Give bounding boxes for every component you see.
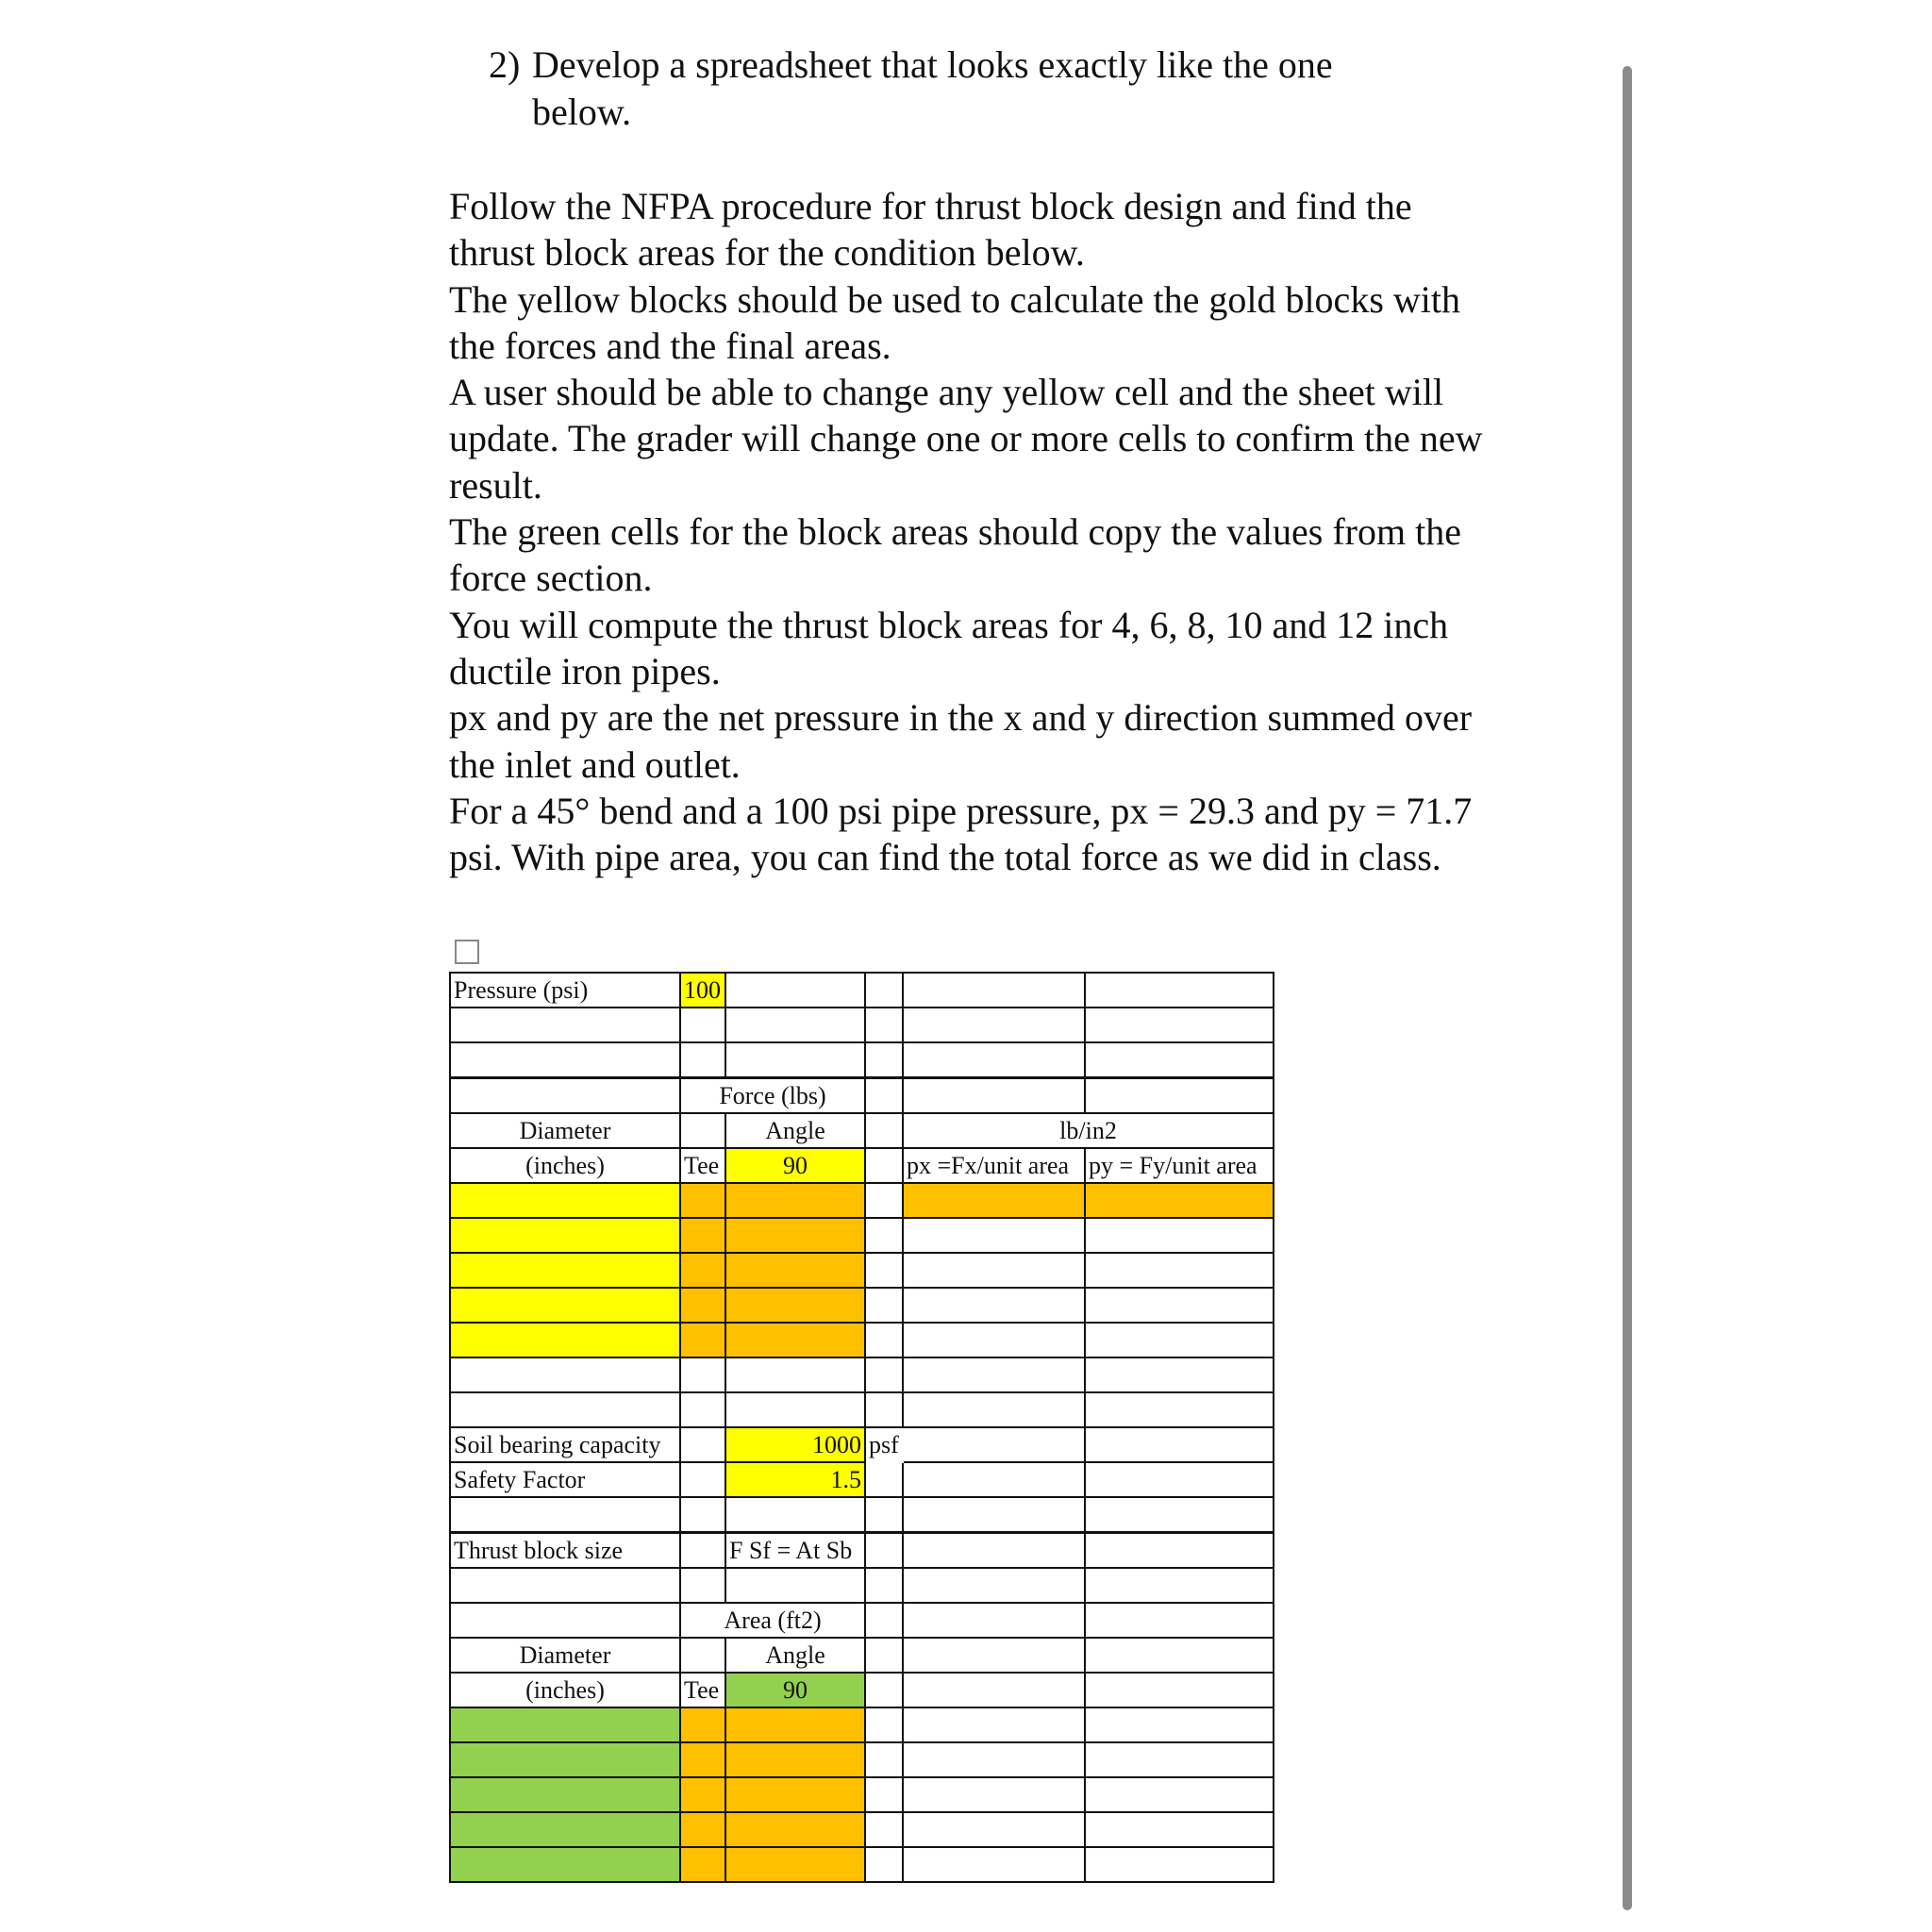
- tee-label: Tee: [680, 1148, 725, 1183]
- cell[interactable]: [1085, 1427, 1274, 1462]
- cell[interactable]: [725, 1497, 865, 1533]
- table-row: [450, 1357, 1274, 1392]
- area-tee-cell[interactable]: [680, 1742, 725, 1777]
- table-row: [450, 1392, 1274, 1427]
- inches-label: (inches): [450, 1148, 680, 1183]
- cell[interactable]: [680, 1533, 725, 1569]
- soil-label: Soil bearing capacity: [450, 1427, 680, 1462]
- cell[interactable]: [680, 1427, 725, 1462]
- force-tee-cell[interactable]: [680, 1218, 725, 1253]
- angle-label: Angle: [725, 1113, 865, 1148]
- cell[interactable]: [903, 1288, 1085, 1323]
- py-cell[interactable]: [1085, 1183, 1274, 1218]
- unit-header: lb/in2: [903, 1113, 1274, 1148]
- force-angle-cell[interactable]: [725, 1323, 865, 1357]
- cell[interactable]: [1085, 1218, 1274, 1253]
- cell[interactable]: [865, 1603, 903, 1638]
- soil-input[interactable]: 1000: [725, 1427, 865, 1462]
- cell[interactable]: [1085, 1392, 1274, 1427]
- table-row: [450, 1638, 1274, 1673]
- area-header: Area (ft2): [680, 1603, 865, 1638]
- formula-cell: F Sf = At Sb: [725, 1533, 865, 1569]
- pressure-label: Pressure (psi): [450, 973, 680, 1008]
- table-row: [450, 1497, 1274, 1533]
- table-row: [450, 1323, 1274, 1357]
- table-row: [450, 1253, 1274, 1288]
- cell[interactable]: [865, 1148, 903, 1183]
- table-row: [450, 1078, 1274, 1114]
- cell[interactable]: [903, 1392, 1085, 1427]
- cell[interactable]: [450, 1497, 680, 1533]
- table-row: [450, 1673, 1274, 1707]
- force-tee-cell[interactable]: [680, 1183, 725, 1218]
- area-diameter-label: Diameter: [450, 1638, 680, 1673]
- px-header: px =Fx/unit area: [903, 1148, 1085, 1183]
- cell[interactable]: [1085, 973, 1274, 1008]
- cell[interactable]: [865, 1707, 903, 1742]
- force-header: Force (lbs): [680, 1078, 865, 1114]
- cell[interactable]: [903, 1218, 1085, 1253]
- cell[interactable]: [725, 1042, 865, 1078]
- area-tee-cell[interactable]: [680, 1707, 725, 1742]
- area-angle-cell[interactable]: [725, 1777, 865, 1812]
- cell[interactable]: [1085, 1533, 1274, 1569]
- paragraph: The yellow blocks should be used to calculate the gold blocks with the forces and the final areas.: [449, 277, 1460, 367]
- area-angle-cell[interactable]: [725, 1707, 865, 1742]
- cell[interactable]: [725, 1568, 865, 1603]
- cell[interactable]: [865, 1638, 903, 1673]
- angle-input[interactable]: 90: [725, 1148, 865, 1183]
- cell[interactable]: [450, 1568, 680, 1603]
- area-diameter-cell[interactable]: [450, 1777, 680, 1812]
- diameter-input[interactable]: [450, 1323, 680, 1357]
- cell[interactable]: [865, 1113, 903, 1148]
- cell[interactable]: [1085, 1847, 1274, 1882]
- cell[interactable]: [680, 1392, 725, 1427]
- area-diameter-cell[interactable]: [450, 1707, 680, 1742]
- cell[interactable]: [903, 1673, 1085, 1707]
- cell[interactable]: [1085, 1042, 1274, 1078]
- cell[interactable]: [903, 1357, 1085, 1392]
- cell[interactable]: [865, 1078, 903, 1114]
- px-cell[interactable]: [903, 1183, 1085, 1218]
- cell[interactable]: [1085, 1462, 1274, 1497]
- diameter-label: Diameter: [450, 1113, 680, 1148]
- cell[interactable]: [903, 1323, 1085, 1357]
- cell[interactable]: [1085, 1568, 1274, 1603]
- table-row: [450, 1533, 1274, 1569]
- cell[interactable]: [865, 1568, 903, 1603]
- vertical-scrollbar[interactable]: [1623, 66, 1632, 1910]
- cell[interactable]: [725, 973, 865, 1008]
- table-row: [450, 1042, 1274, 1078]
- cell[interactable]: [903, 1603, 1085, 1638]
- cell[interactable]: [903, 973, 1085, 1008]
- cell[interactable]: [1085, 1078, 1274, 1114]
- cell[interactable]: [1085, 1812, 1274, 1847]
- safety-label: Safety Factor: [450, 1462, 680, 1497]
- table-row: [450, 1218, 1274, 1253]
- table-row: [450, 1008, 1274, 1042]
- cell[interactable]: [903, 1847, 1085, 1882]
- cell[interactable]: [903, 1042, 1085, 1078]
- cell[interactable]: [865, 1497, 903, 1533]
- force-angle-cell[interactable]: [725, 1183, 865, 1218]
- force-angle-cell[interactable]: [725, 1218, 865, 1253]
- area-diameter-cell[interactable]: [450, 1847, 680, 1882]
- table-row: [450, 1148, 1274, 1183]
- cell[interactable]: [680, 1042, 725, 1078]
- table-row: [450, 1847, 1274, 1882]
- cell[interactable]: [450, 1603, 680, 1638]
- cell[interactable]: [865, 1392, 903, 1427]
- table-row: [450, 1742, 1274, 1777]
- force-angle-cell[interactable]: [725, 1253, 865, 1288]
- cell[interactable]: [903, 1638, 1085, 1673]
- table-row: [450, 1812, 1274, 1847]
- area-inches-label: (inches): [450, 1673, 680, 1707]
- diameter-input[interactable]: [450, 1253, 680, 1288]
- cell[interactable]: [1085, 1673, 1274, 1707]
- cell[interactable]: [450, 1078, 680, 1114]
- cell[interactable]: [865, 1673, 903, 1707]
- instructions: [449, 183, 1506, 880]
- cell[interactable]: [1085, 1603, 1274, 1638]
- cell[interactable]: [865, 1183, 903, 1218]
- cell[interactable]: [903, 1253, 1085, 1288]
- cell[interactable]: [680, 1497, 725, 1533]
- cell[interactable]: [680, 1568, 725, 1603]
- cell[interactable]: [903, 1462, 1085, 1497]
- diameter-input[interactable]: [450, 1183, 680, 1218]
- cell[interactable]: [865, 1042, 903, 1078]
- area-angle-cell[interactable]: [725, 1847, 865, 1882]
- cell[interactable]: [680, 1113, 725, 1148]
- cell[interactable]: [680, 1008, 725, 1042]
- cell[interactable]: [903, 1427, 1085, 1462]
- cell[interactable]: [865, 1323, 903, 1357]
- cell[interactable]: [865, 1533, 903, 1569]
- table-row: [450, 1568, 1274, 1603]
- force-tee-cell[interactable]: [680, 1288, 725, 1323]
- cell[interactable]: [903, 1707, 1085, 1742]
- cell[interactable]: [1085, 1357, 1274, 1392]
- cell[interactable]: [865, 1462, 903, 1497]
- diameter-input[interactable]: [450, 1288, 680, 1323]
- table-row: [450, 1113, 1274, 1148]
- cell[interactable]: [865, 1288, 903, 1323]
- diameter-input[interactable]: [450, 1218, 680, 1253]
- cell[interactable]: [680, 1638, 725, 1673]
- paragraph: You will compute the thrust block areas for 4, 6, 8, 10 and 12 inch ductile iron pipes.: [449, 603, 1449, 692]
- table-row: [450, 1183, 1274, 1218]
- paragraph: For a 45° bend and a 100 psi pipe pressure, px = 29.3 and py = 71.7 psi. With pipe area, you can find the total force as we did in class.: [449, 789, 1473, 879]
- cell[interactable]: [1085, 1742, 1274, 1777]
- table-row: [450, 1462, 1274, 1497]
- cell[interactable]: [725, 1008, 865, 1042]
- paragraph: Follow the NFPA procedure for thrust block design and find the thrust block areas for the condition below.: [449, 185, 1412, 275]
- paragraph: A user should be able to change any yellow cell and the sheet will update. The grader will change one or more cells to confirm the new result.: [449, 371, 1483, 507]
- area-tee-cell[interactable]: [680, 1777, 725, 1812]
- force-angle-cell[interactable]: [725, 1288, 865, 1323]
- paragraph: px and py are the net pressure in the x and y direction summed over the inlet and outlet.: [449, 696, 1473, 786]
- cell[interactable]: [903, 1533, 1085, 1569]
- cell[interactable]: [450, 1357, 680, 1392]
- cell[interactable]: [865, 1008, 903, 1042]
- force-tee-cell[interactable]: [680, 1323, 725, 1357]
- thrust-label: Thrust block size: [450, 1533, 680, 1569]
- question-heading-text: Develop a spreadsheet that looks exactly like the one below.: [532, 43, 1333, 133]
- cell[interactable]: [865, 1742, 903, 1777]
- cell[interactable]: [903, 1777, 1085, 1812]
- area-tee-cell[interactable]: [680, 1812, 725, 1847]
- question-number: 2): [489, 43, 521, 86]
- spreadsheet-table: [449, 972, 1274, 1883]
- cell[interactable]: [865, 1812, 903, 1847]
- pressure-input[interactable]: 100: [680, 973, 725, 1008]
- question-heading: [489, 42, 1507, 136]
- force-tee-cell[interactable]: [680, 1253, 725, 1288]
- soil-unit: psf: [865, 1427, 903, 1462]
- cell[interactable]: [865, 1218, 903, 1253]
- cell[interactable]: [903, 1812, 1085, 1847]
- area-tee-cell[interactable]: [680, 1847, 725, 1882]
- cell[interactable]: [680, 1462, 725, 1497]
- cell[interactable]: [1085, 1253, 1274, 1288]
- cell[interactable]: [450, 1008, 680, 1042]
- area-angle-cell[interactable]: [725, 1812, 865, 1847]
- table-row: [450, 973, 1274, 1008]
- cell[interactable]: [450, 1042, 680, 1078]
- cell[interactable]: [865, 1847, 903, 1882]
- cell[interactable]: [1085, 1008, 1274, 1042]
- table-row: [450, 1777, 1274, 1812]
- cell[interactable]: [725, 1357, 865, 1392]
- checkbox[interactable]: [455, 940, 479, 964]
- table-row: [450, 1603, 1274, 1638]
- cell[interactable]: [903, 1008, 1085, 1042]
- cell[interactable]: [725, 1392, 865, 1427]
- area-angle-label: Angle: [725, 1638, 865, 1673]
- cell[interactable]: [903, 1078, 1085, 1114]
- py-header: py = Fy/unit area: [1085, 1148, 1274, 1183]
- cell[interactable]: [1085, 1323, 1274, 1357]
- cell[interactable]: [1085, 1288, 1274, 1323]
- area-tee-label: Tee: [680, 1673, 725, 1707]
- safety-input[interactable]: 1.5: [725, 1462, 865, 1497]
- cell[interactable]: [1085, 1638, 1274, 1673]
- paragraph: The green cells for the block areas should copy the values from the force section.: [449, 510, 1461, 600]
- cell[interactable]: [1085, 1707, 1274, 1742]
- cell[interactable]: [1085, 1497, 1274, 1533]
- cell[interactable]: [865, 973, 903, 1008]
- cell[interactable]: [865, 1777, 903, 1812]
- cell[interactable]: [450, 1392, 680, 1427]
- cell[interactable]: [903, 1497, 1085, 1533]
- area-angle-value[interactable]: 90: [725, 1673, 865, 1707]
- cell[interactable]: [865, 1253, 903, 1288]
- cell[interactable]: [1085, 1777, 1274, 1812]
- cell[interactable]: [680, 1357, 725, 1392]
- table-row: [450, 1427, 1274, 1462]
- cell[interactable]: [865, 1357, 903, 1392]
- table-row: [450, 1288, 1274, 1323]
- area-diameter-cell[interactable]: [450, 1812, 680, 1847]
- area-angle-cell[interactable]: [725, 1742, 865, 1777]
- cell[interactable]: [903, 1742, 1085, 1777]
- area-diameter-cell[interactable]: [450, 1742, 680, 1777]
- cell[interactable]: [903, 1568, 1085, 1603]
- table-row: [450, 1707, 1274, 1742]
